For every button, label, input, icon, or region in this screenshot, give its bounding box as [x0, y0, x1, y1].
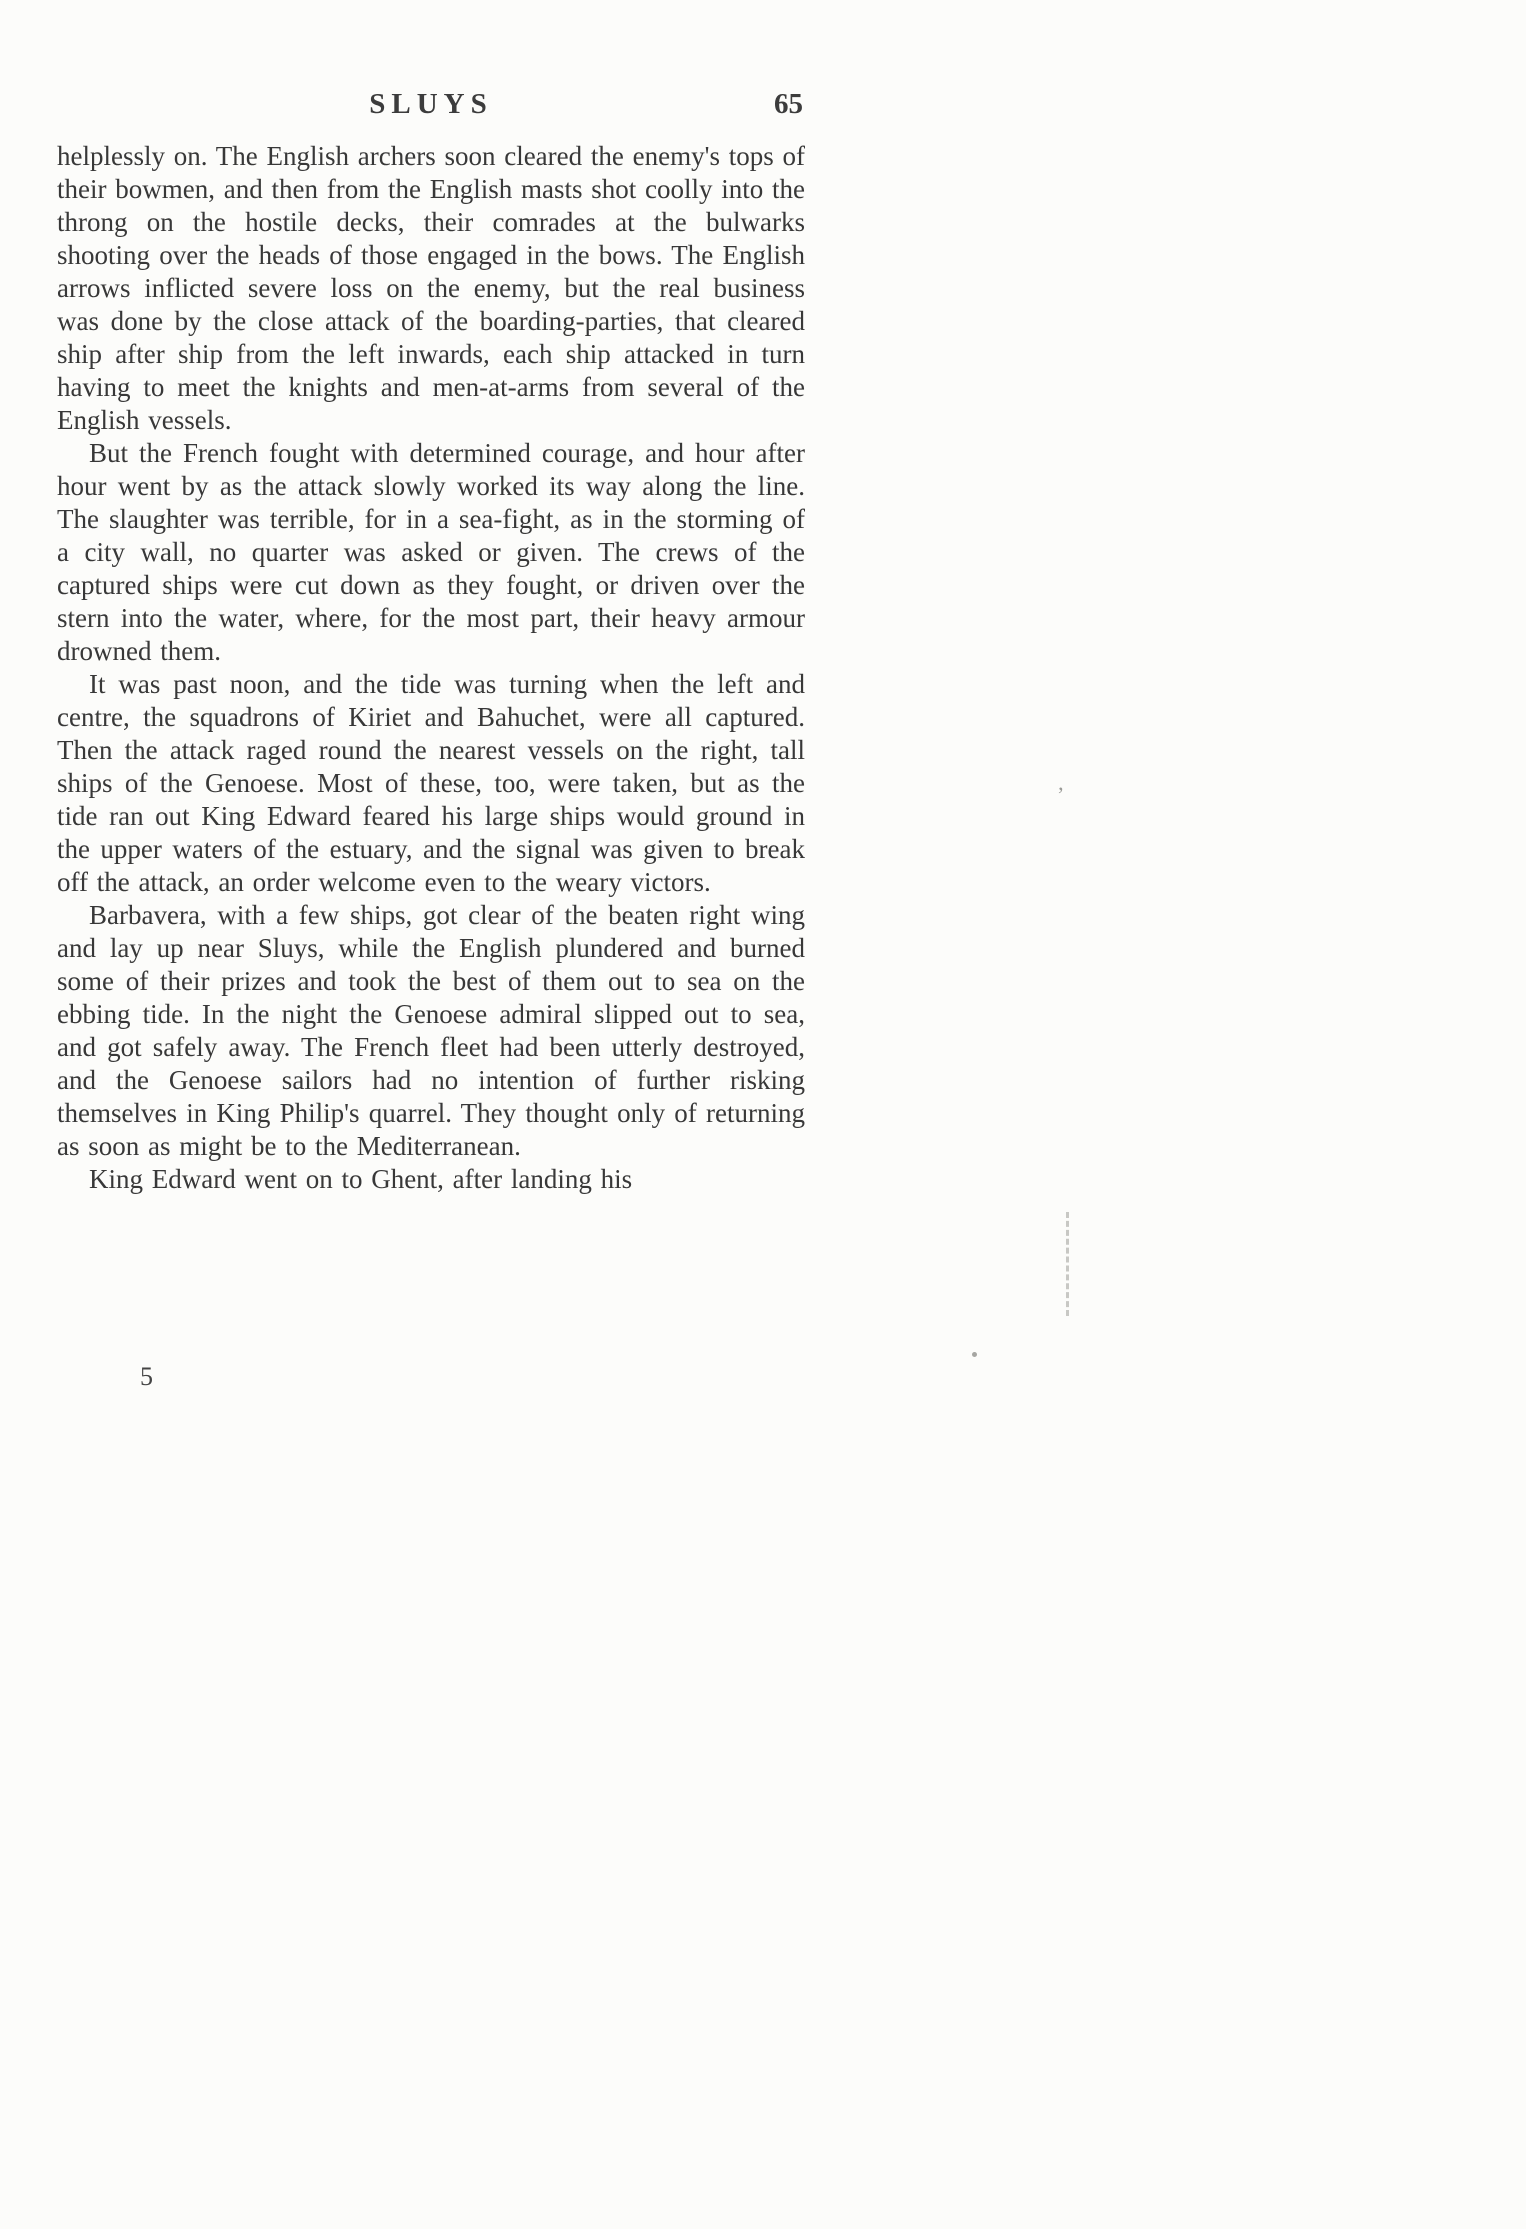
body-text	[57, 140, 805, 1196]
signature-mark: 5	[140, 1362, 153, 1391]
paragraph-4: Barbavera, with a few ships, got clear of the beaten right wing and lay up near Sluys, while the English plundered and burned some of their prizes and took the best of them out to sea on the ebbing tide. In the night the Genoese admiral slipped out to sea, and got safely away. The French fleet had been utterly destroyed, and the Genoese sailors had no intention of further risking themselves in King Philip's quarrel. They thought only of returning as soon as might be to the Mediterranean.	[57, 900, 805, 1161]
page-number: 65	[774, 88, 803, 120]
paragraph-5: King Edward went on to Ghent, after landing his	[89, 1164, 633, 1194]
paragraph-1: helplessly on. The English archers soon cleared the enemy's tops of their bowmen, and then from the English masts shot coolly into the throng on the hostile decks, their comrades at the bulwarks shooting over the heads of those engaged in the bows. The English arrows inflicted severe loss on the enemy, but the real business was done by the close attack of the boarding-parties, that cleared ship after ship from the left inwards, each ship attacked in turn having to meet the knights and men-at-arms from several of the English vessels.	[57, 141, 805, 435]
scan-artifact-dashed-line	[1066, 1212, 1069, 1316]
paragraph-3: It was past noon, and the tide was turning when the left and centre, the squadrons of Kiriet and Bahuchet, were all captured. Then the attack raged round the nearest vessels on the right, tall ships of the Genoese. Most of these, too, were taken, but as the tide ran out King Edward feared his large ships would ground in the upper waters of the estuary, and the signal was given to break off the attack, an order welcome even to the weary victors.	[57, 669, 805, 897]
scan-artifact-dot	[972, 1352, 977, 1357]
paragraph-2: But the French fought with determined courage, and hour after hour went by as the attack slowly worked its way along the line. The slaughter was terrible, for in a sea-fight, as in the storming of a city wall, no quarter was asked or given. The crews of the captured ships were cut down as they fought, or driven over the stern into the water, where, for the most part, their heavy armour drowned them.	[57, 438, 805, 666]
running-header	[57, 88, 805, 124]
scan-artifact-tick: ’	[1057, 782, 1065, 807]
running-header-title: SLUYS	[369, 88, 493, 120]
text-column	[57, 88, 805, 1196]
